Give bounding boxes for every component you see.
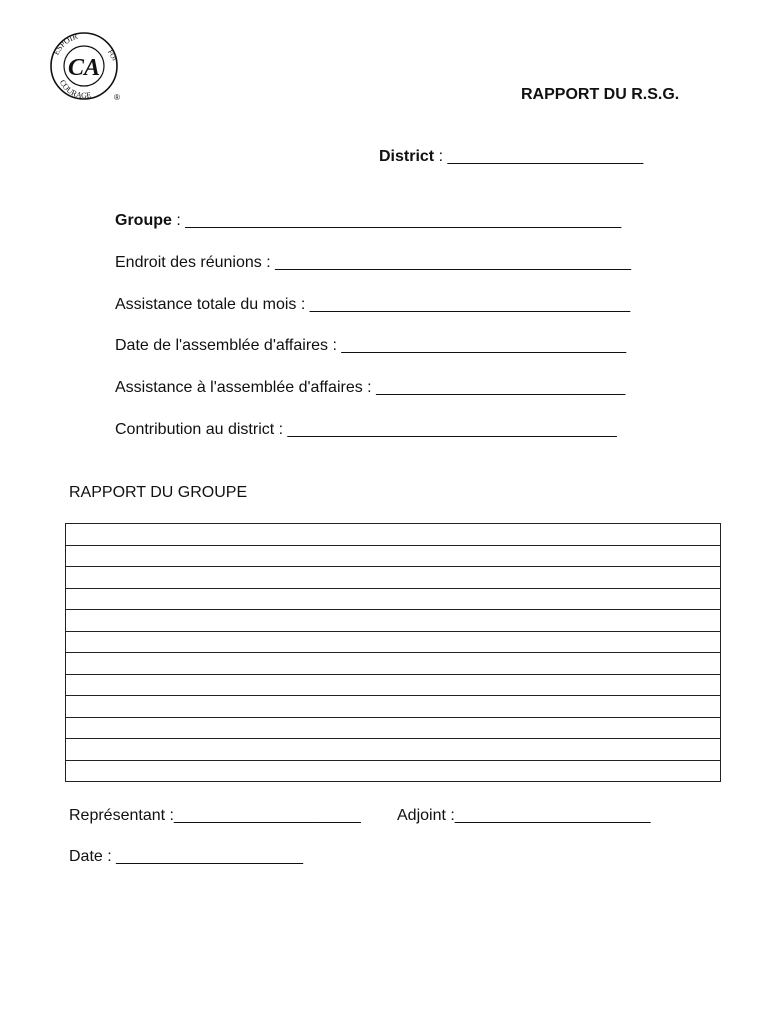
endroit-reunions-label: Endroit des réunions : — [115, 254, 271, 271]
ca-logo — [46, 28, 130, 104]
representant-field[interactable] — [69, 807, 361, 825]
district-field[interactable]: District : ______________________ — [379, 148, 644, 165]
report-line[interactable] — [66, 546, 720, 568]
representant-blank[interactable]: _____________________ — [173, 807, 361, 824]
report-line[interactable] — [66, 761, 720, 783]
report-line[interactable] — [66, 589, 720, 611]
adjoint-label: Adjoint : — [397, 807, 455, 824]
date-assemblee-field[interactable] — [115, 337, 626, 355]
date-assemblee-label: Date de l'assemblée d'affaires : — [115, 337, 337, 354]
endroit-reunions-field[interactable] — [115, 254, 631, 272]
groupe-blank[interactable]: _________________________________________________ — [185, 212, 622, 229]
assistance-totale-blank[interactable]: ____________________________________ — [309, 296, 631, 313]
assistance-totale-label: Assistance totale du mois : — [115, 296, 306, 313]
report-line[interactable] — [66, 524, 720, 546]
report-line[interactable] — [66, 632, 720, 654]
contribution-district-field[interactable] — [115, 421, 617, 439]
report-line[interactable] — [66, 653, 720, 675]
report-line[interactable] — [66, 696, 720, 718]
logo-monogram: CA — [67, 55, 101, 81]
report-line[interactable] — [66, 567, 720, 589]
assistance-totale-field[interactable] — [115, 296, 630, 314]
adjoint-field[interactable] — [397, 807, 651, 825]
assistance-assemblee-field[interactable] — [115, 379, 625, 397]
contribution-district-label: Contribution au district : — [115, 421, 284, 438]
date-label: Date : — [69, 848, 112, 865]
report-line[interactable] — [66, 610, 720, 632]
logo-ring-top: ESPOIR — [51, 31, 79, 57]
report-line[interactable] — [66, 718, 720, 740]
adjoint-blank[interactable]: ______________________ — [454, 807, 651, 824]
endroit-reunions-blank[interactable]: ________________________________________ — [275, 254, 632, 271]
date-blank[interactable]: _____________________ — [116, 848, 304, 865]
district-label: District — [379, 148, 435, 165]
report-line[interactable] — [66, 675, 720, 697]
assistance-assemblee-label: Assistance à l'assemblée d'affaires : — [115, 379, 372, 396]
representant-label: Représentant : — [69, 807, 174, 824]
date-assemblee-blank[interactable]: ________________________________ — [341, 337, 627, 354]
logo-registered-mark: ® — [114, 93, 120, 102]
report-line[interactable] — [66, 739, 720, 761]
groupe-field[interactable]: Groupe : _________________________________________________ — [115, 212, 622, 229]
contribution-district-blank[interactable]: _____________________________________ — [287, 421, 617, 438]
groupe-label: Groupe — [115, 212, 172, 229]
group-report-lines[interactable] — [65, 523, 721, 782]
group-report-title: RAPPORT DU GROUPE — [69, 484, 248, 501]
page-title: RAPPORT DU R.S.G. — [521, 86, 680, 103]
date-field[interactable] — [69, 848, 303, 866]
assistance-assemblee-blank[interactable]: ____________________________ — [376, 379, 626, 396]
district-blank[interactable]: ______________________ — [447, 148, 644, 165]
logo-ring-bottom: COURAGE — [57, 78, 93, 101]
logo-ring-right: FOI — [106, 48, 119, 63]
